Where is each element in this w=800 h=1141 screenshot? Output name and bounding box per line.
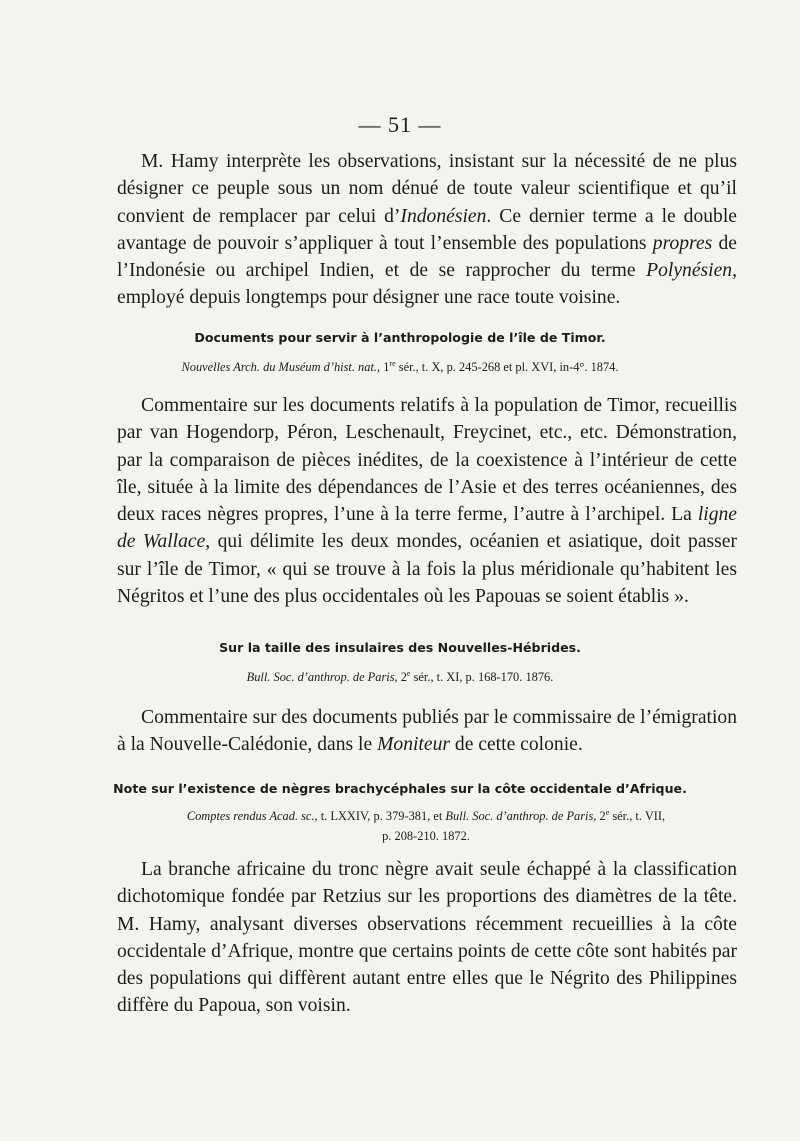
ref-hebrides-text-b: sér., t. XI, p. 168-170. 1876.	[410, 670, 554, 684]
ref-hebrides-text-a: 2	[397, 670, 407, 684]
section-body-hebrides	[117, 704, 737, 759]
section-body-afrique-block	[117, 856, 737, 1020]
section-body-hebrides-block	[117, 704, 737, 759]
section-title-afrique: Note sur l’existence de nègres brachycéphales sur la côte occidentale d’Afrique.	[113, 781, 687, 796]
ref-timor-text-b: sér., t. X, p. 245-268 et pl. XVI, in-4°. 1874.	[395, 360, 619, 374]
hebrides-italic: Moniteur	[377, 734, 450, 756]
intro-italic-3: Polynésien,	[646, 260, 737, 282]
timor-text-1: Commentaire sur les documents relatifs à la population de Timor, recueillis par van Hogendorp, Péron, Leschenault, Freycinet, etc., etc. Démonstration, par la comparaison de pièces inédites, de la coexistence à l’intérieur de cette île, située à la limite des dépendances de l’Asie et des terres océaniennes, des deux races nègres propres, l’une à la terre ferme, l’autre à l’archipel. La	[117, 395, 737, 526]
ref-afrique-text-mid: t. LXXIV, p. 379-381, et	[317, 809, 446, 823]
ref-afrique-text-b: sér., t. VII,	[609, 809, 666, 823]
ref-afrique-italic-2: Bull. Soc. d’anthrop. de Paris,	[445, 809, 597, 823]
hebrides-text-1: Commentaire sur des documents publiés par le commissaire de l’émigration à la Nouvelle-Calédonie, dans le	[117, 707, 737, 756]
hebrides-text-2: de cette colonie.	[450, 734, 583, 756]
section-body-timor	[117, 392, 737, 610]
ref-timor-sup: re	[389, 358, 396, 368]
ref-hebrides-sup: e	[406, 668, 411, 678]
intro-text-4: employé depuis longtemps pour désigner une race toute voisine.	[117, 287, 621, 309]
ref-afrique-italic-1: Comptes rendus Acad. sc.,	[186, 809, 318, 823]
ref-afrique-line-2: p. 208-210. 1872.	[382, 829, 470, 843]
timor-text-2: qui délimite les deux mondes, océanien et asiatique, doit passer sur l’île de Timor, « qui se trouve à la fois la plus méridionale qu’habitent les Négritos et l’une des plus occidentales où les Papouas se soient établis ».	[117, 531, 737, 608]
section-body-afrique: La branche africaine du tronc nègre avait seule échappé à la classification dichotomique fondée par Retzius sur les proportions des diamètres de la tête. M. Hamy, analysant diverses observations récemment recueillies à la côte occidentale d’Afrique, montre que certains points de cette côte sont habités par des populations qui diffèrent autant entre elles que le Négrito des Philippines diffère du Papoua, son voisin.	[117, 859, 737, 1017]
timor-italic: ligne de Wallace,	[117, 504, 737, 553]
section-reference-timor	[0, 360, 800, 375]
intro-italic-1: Indonésien	[400, 205, 487, 227]
section-title-timor: Documents pour servir à l’anthropologie de l’île de Timor.	[194, 330, 606, 345]
section-body-timor-block	[117, 392, 737, 610]
intro-text-2: . Ce dernier terme a le double avantage de pouvoir s’appliquer à tout l’ensemble des populations	[117, 205, 737, 254]
section-reference-hebrides	[0, 670, 800, 685]
section-title-hebrides: Sur la taille des insulaires des Nouvelles-Hébrides.	[219, 640, 581, 655]
ref-afrique-text-a: 2	[596, 809, 606, 823]
intro-italic-2: propres	[652, 232, 713, 254]
ref-hebrides-italic: Bull. Soc. d’anthrop. de Paris,	[246, 670, 398, 684]
intro-paragraph	[117, 148, 737, 312]
section-reference-afrique	[120, 806, 732, 846]
ref-afrique-sup: e	[605, 807, 610, 817]
ref-timor-text-a: , 1	[377, 360, 390, 374]
ref-timor-italic: Nouvelles Arch. du Muséum d’hist. nat.	[181, 360, 377, 374]
intro-text-1: M. Hamy interprète les observations, insistant sur la nécessité de ne plus désigner ce peuple sous un nom dénué de toute valeur scientifique et qu’il convient de remplacer par celui d’	[117, 151, 737, 227]
ref-afrique-line-1	[120, 806, 732, 826]
page-number: — 51 —	[358, 112, 442, 137]
intro-text-3: de l’Indonésie ou archipel Indien, et de se rapprocher du terme	[117, 232, 737, 282]
intro-paragraph-block	[117, 148, 737, 312]
